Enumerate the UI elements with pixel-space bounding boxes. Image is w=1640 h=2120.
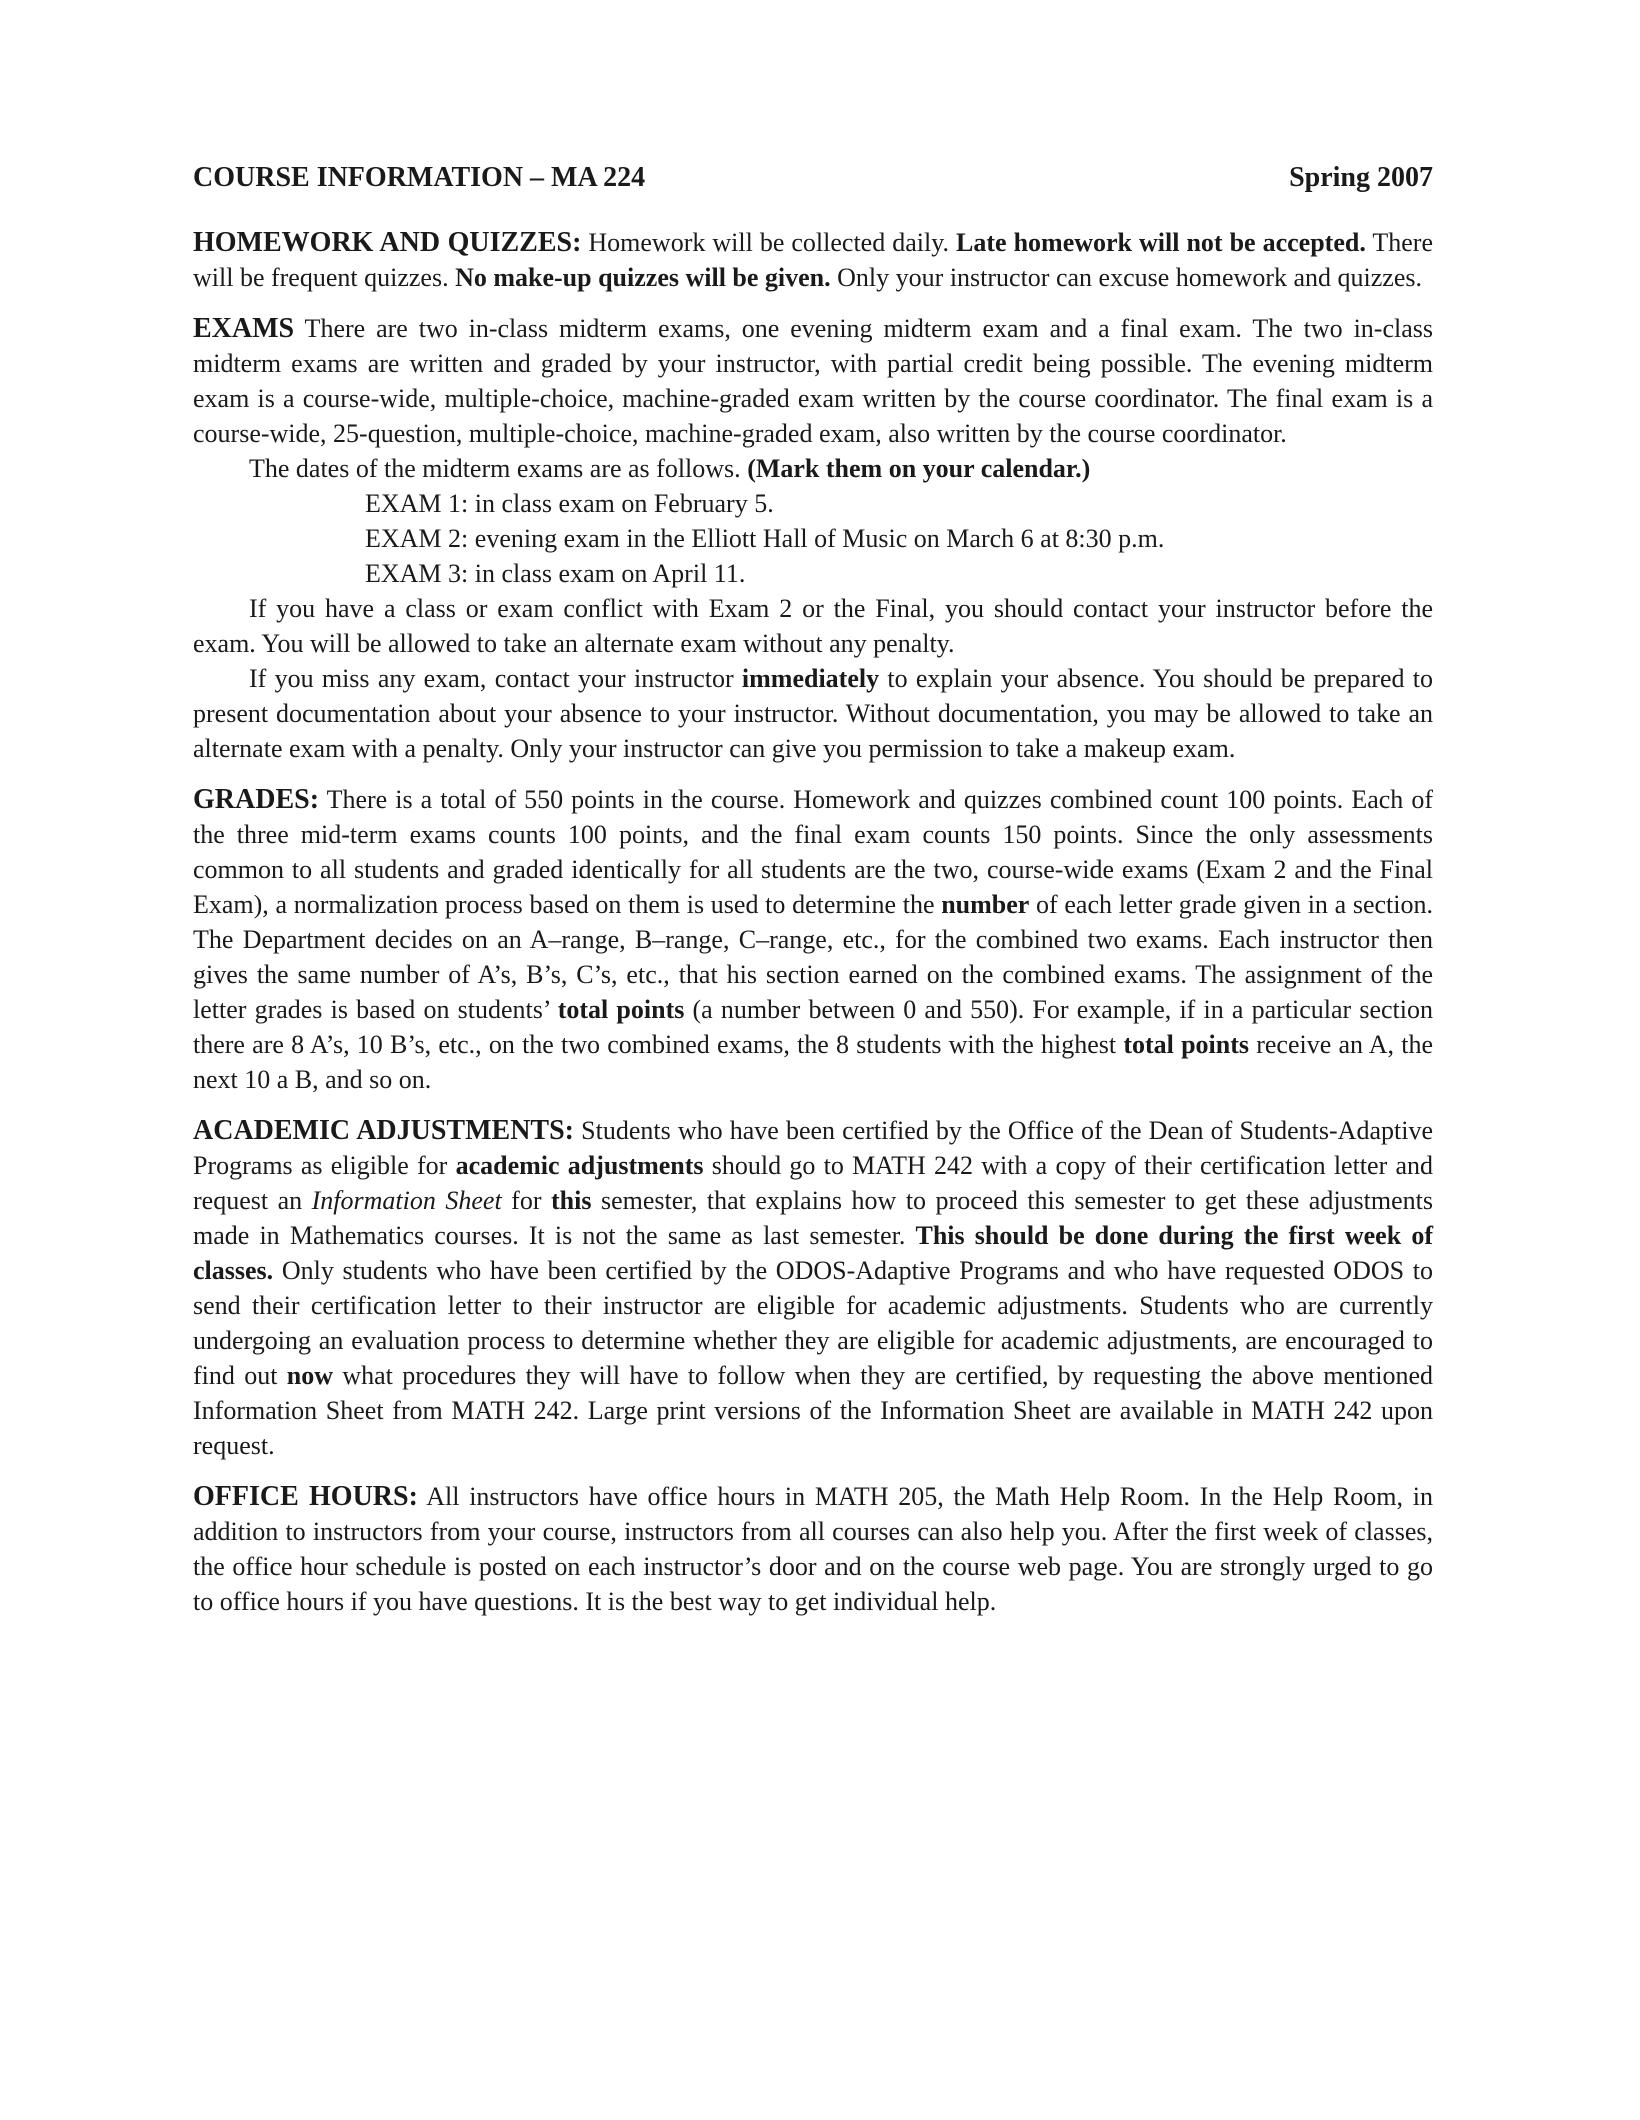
academic-adjustments-emphasis: academic adjustments xyxy=(455,1151,704,1180)
exam-date-item: EXAM 1: in class exam on February 5. xyxy=(365,489,774,518)
academic-adjustments-section xyxy=(193,1113,1433,1463)
first-week-notice: This should be done during the first week of classes. xyxy=(193,1221,1433,1285)
now-emphasis: now xyxy=(286,1361,334,1390)
homework-heading: HOMEWORK AND QUIZZES: xyxy=(193,227,582,258)
exam-conflict-paragraph: If you have a class or exam conflict with Exam 2 or the Final, you should contact your instructor before the exam. You will be allowed to take an alternate exam without any penalty. xyxy=(193,594,1433,658)
no-makeup-notice: No make-up quizzes will be given. xyxy=(455,263,831,292)
academic-text: semester, that explains how to proceed this semester to get these adjustments made in Mathematics courses. It is not the same as last semester. xyxy=(193,1186,1433,1250)
exam-dates-intro xyxy=(193,451,1433,486)
academic-text: Students who have been certified by the Office of the Dean of Students-Adaptive Programs as eligible for xyxy=(193,1116,1433,1180)
term-label: Spring 2007 xyxy=(1289,162,1433,193)
academic-text: what procedures they will have to follow when they are certified, by requesting the above mentioned Information Sheet from MATH 242. Large print versions of the Information Sheet are available in MATH 242 upon request. xyxy=(193,1361,1433,1460)
grades-section xyxy=(193,782,1433,1097)
exams-section xyxy=(193,311,1433,766)
office-hours-section xyxy=(193,1479,1433,1619)
total-points-emphasis: total points xyxy=(557,995,685,1024)
exam-date-item: EXAM 2: evening exam in the Elliott Hall of Music on March 6 at 8:30 p.m. xyxy=(365,524,1165,553)
homework-text: Only your instructor can excuse homework and quizzes. xyxy=(830,263,1422,292)
immediately-emphasis: immediately xyxy=(741,664,880,693)
exams-paragraph xyxy=(193,311,1433,451)
total-points-emphasis: total points xyxy=(1123,1030,1250,1059)
office-hours-paragraph xyxy=(193,1479,1433,1619)
office-hours-text: All instructors have office hours in MATH 205, the Math Help Room. In the Help Room, in addition to instructors from your course, instructors from all courses can also help you. After the first week of classes, the office hour schedule is posted on each instructor’s door and on the course web page. You are strongly urged to go to office hours if you have questions. It is the best way to get individual help. xyxy=(193,1482,1433,1616)
grades-text: of each letter grade given in a section. The Department decides on an A–range, B–range, C–range, etc., for the combined two exams. Each instructor then gives the same number of A’s, B’s, C’s, etc., that his section earned on the combined exams. The assignment of the letter grades is based on students’ xyxy=(193,890,1433,1024)
missed-exam-text: to explain your absence. You should be prepared to present documentation about your absence to your instructor. Without documentation, you may be allowed to take an alternate exam with a penalty. Only your instructor can give you permission to take a makeup exam. xyxy=(193,664,1433,763)
academic-adjustments-heading: ACADEMIC ADJUSTMENTS: xyxy=(193,1115,574,1146)
number-emphasis: number xyxy=(941,890,1030,919)
this-emphasis: this xyxy=(551,1186,592,1215)
grades-paragraph xyxy=(193,782,1433,1097)
late-homework-notice: Late homework will not be accepted. xyxy=(956,228,1366,257)
academic-text: should go to MATH 242 with a copy of their certification letter and request an xyxy=(193,1151,1434,1215)
exams-text: There are two in-class midterm exams, one evening midterm exam and a final exam. The two in-class midterm exams are written and graded by your instructor, with partial credit being possible. The evening midterm exam is a course-wide, multiple-choice, machine-graded exam written by the course coordinator. The final exam is a course-wide, 25-question, multiple-choice, machine-graded exam, also written by the course coordinator. xyxy=(193,314,1433,448)
grades-text: There is a total of 550 points in the course. Homework and quizzes combined count 100 points. Each of the three mid-term exams counts 100 points, and the final exam counts 150 points. Since the only assessments common to all students and graded identically for all students are the two, course-wide exams (Exam 2 and the Final Exam), a normalization process based on them is used to determine the xyxy=(193,785,1433,919)
course-info-page xyxy=(193,160,1433,1635)
page-title: COURSE INFORMATION – MA 224 xyxy=(193,162,646,193)
information-sheet-title: Information Sheet xyxy=(311,1186,502,1215)
academic-text: Only students who have been certified by the ODOS-Adaptive Programs and who have requested ODOS to send their certification letter to their instructor are eligible for academic adjustments. Students who are currently undergoing an evaluation process to determine whether they are eligible for academic adjustments, are encouraged to find out xyxy=(193,1256,1433,1390)
homework-text: Homework will be collected daily. xyxy=(581,228,957,257)
homework-section xyxy=(193,225,1433,295)
grades-text: receive an A, the next 10 a B, and so on. xyxy=(193,1030,1433,1094)
exams-heading: EXAMS xyxy=(193,313,295,344)
grades-heading: GRADES: xyxy=(193,784,320,815)
homework-paragraph xyxy=(193,225,1433,295)
homework-text: There will be frequent quizzes. xyxy=(193,228,1433,292)
page-header xyxy=(193,160,1433,195)
exam-dates-list xyxy=(193,486,1433,591)
missed-exam-text: If you miss any exam, contact your instructor xyxy=(249,664,742,693)
exam-dates-text: The dates of the midterm exams are as follows. xyxy=(249,454,748,483)
academic-text: for xyxy=(501,1186,551,1215)
grades-text: (a number between 0 and 550). For example, if in a particular section there are 8 A’s, 10 B’s, etc., on the two combined exams, the 8 students with the highest xyxy=(193,995,1433,1059)
office-hours-heading: OFFICE HOURS: xyxy=(193,1481,418,1512)
mark-calendar-notice: (Mark them on your calendar.) xyxy=(747,454,1091,483)
missed-exam-paragraph xyxy=(193,661,1433,766)
academic-adjustments-paragraph xyxy=(193,1113,1433,1463)
exam-date-item: EXAM 3: in class exam on April 11. xyxy=(365,559,746,588)
